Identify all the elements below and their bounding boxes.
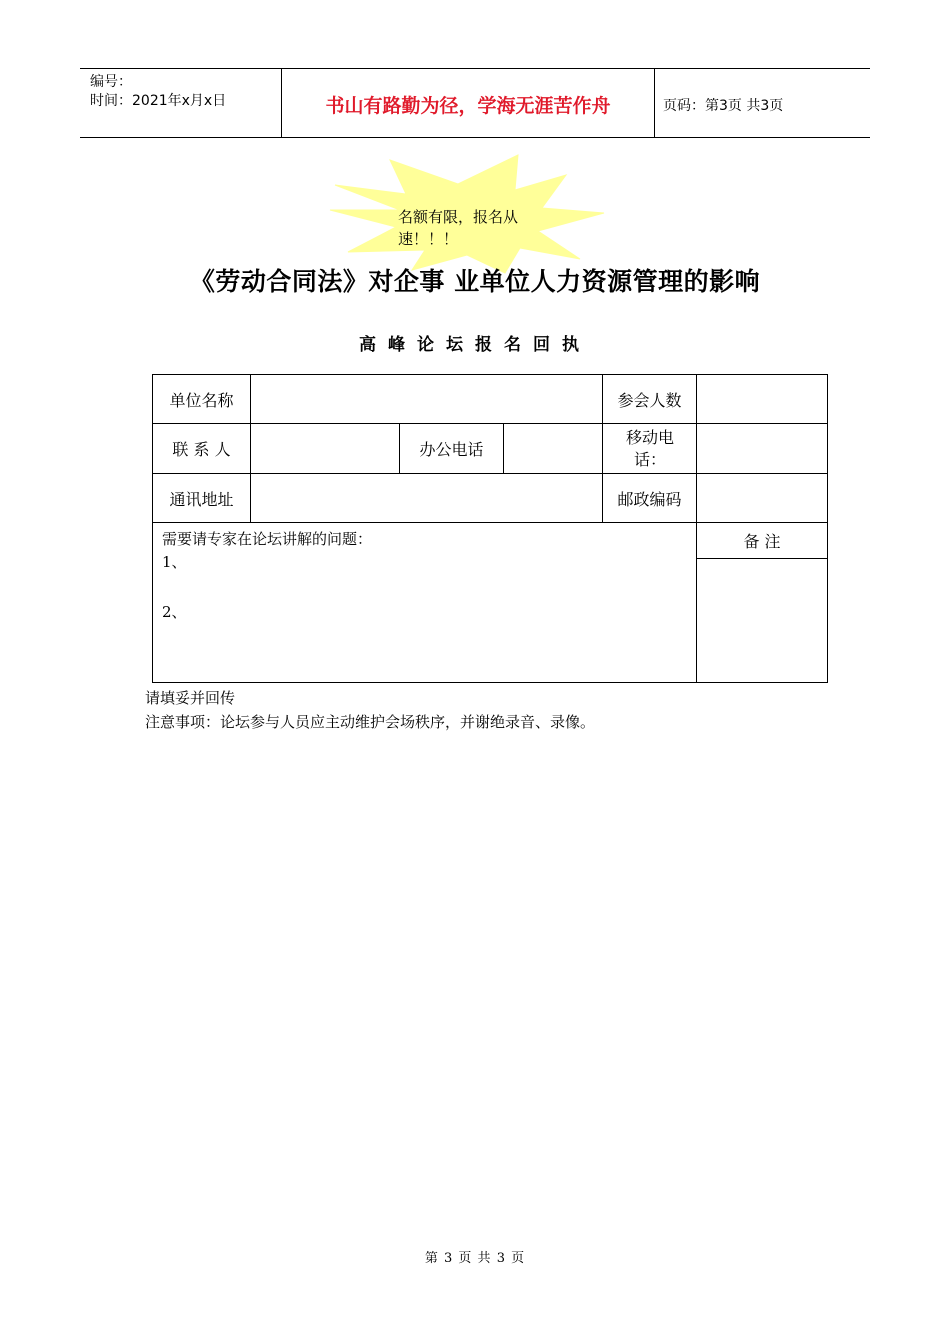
page-footer: 第 3 页 共 3 页	[424, 1251, 526, 1266]
attention-note: 注意事项：论坛参与人员应主动维护会场秩序，并谢绝录音、录像。	[145, 713, 596, 731]
question-item[interactable]: 2、	[162, 603, 187, 621]
registration-form-table	[152, 374, 828, 683]
contact-input[interactable]	[251, 424, 399, 473]
mobile-label: 移动电话：	[625, 427, 674, 469]
office-phone-label: 办公电话	[419, 440, 484, 459]
header-divider	[654, 69, 655, 137]
header-motto: 书山有路勤为径，学海无涯苦作舟	[325, 95, 611, 117]
unit-name-input[interactable]	[251, 375, 602, 423]
header-page-info: 页码：第3页 共3页	[663, 98, 784, 114]
header-meta	[90, 73, 226, 111]
remarks-input[interactable]	[697, 559, 827, 682]
attendees-label: 参会人数	[617, 390, 682, 410]
postcode-input[interactable]	[697, 474, 827, 522]
unit-name-label: 单位名称	[169, 390, 234, 410]
page-title: 《劳动合同法》对企事 业单位人力资源管理的影响	[189, 267, 761, 296]
questions-label: 需要请专家在论坛讲解的问题：	[162, 530, 373, 548]
postcode-label: 邮政编码	[617, 489, 682, 509]
address-input[interactable]	[251, 474, 602, 522]
office-phone-input[interactable]	[504, 424, 602, 473]
contact-label: 联 系 人	[172, 440, 231, 459]
mobile-input[interactable]	[697, 424, 827, 473]
remarks-label: 备 注	[743, 532, 781, 551]
address-label: 通讯地址	[169, 489, 234, 509]
question-item[interactable]: 1、	[162, 553, 187, 571]
serial-label: 编号：	[90, 74, 132, 90]
page-header	[80, 68, 870, 138]
page-subtitle: 高峰论坛报名回执	[359, 335, 591, 355]
return-note: 请填妥并回传	[145, 689, 236, 707]
date-label: 时间：2021年x月x日	[90, 93, 227, 109]
starburst-text: 名额有限，报名从速！！！	[398, 208, 519, 248]
attendees-input[interactable]	[697, 375, 827, 423]
